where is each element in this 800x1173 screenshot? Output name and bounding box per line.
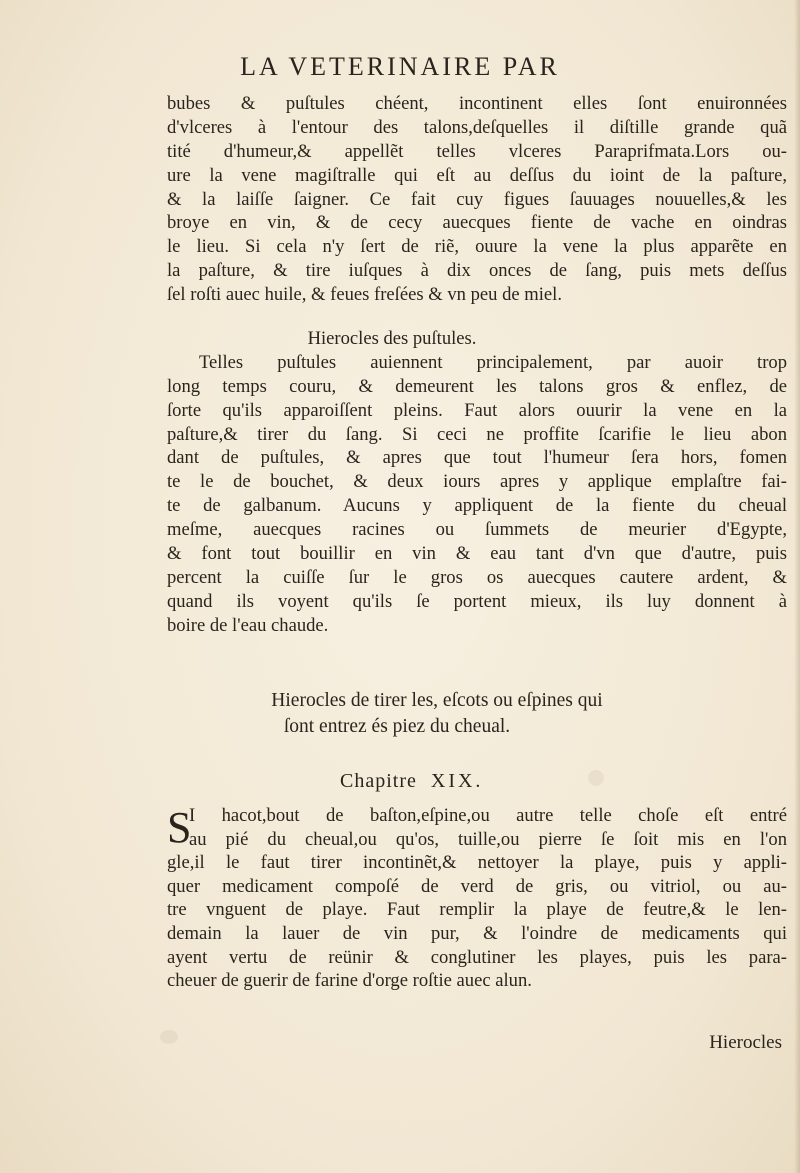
text-line: le lieu. Si cela n'y ſert de riẽ, ouure la vene la plus apparẽte en — [167, 236, 787, 258]
text-line: tre vnguent de playe. Faut remplir la playe de feutre,& le len- — [167, 899, 787, 921]
text-line: ure la vene magiſtralle qui eſt au deſſus du ioint de la paſture, — [167, 164, 787, 186]
section-title-line: Hierocles de tirer les, eſcots ou eſpines qui — [271, 690, 603, 711]
text-line: au pié du cheual,ou qu'os, tuille,ou pierre ſe ſoit mis en l'on — [189, 828, 787, 850]
drop-cap: S — [167, 803, 192, 852]
text-line: cheuer de guerir de farine d'orge roſtie auec alun. — [167, 970, 532, 992]
text-line: Telles puſtules auiennent principalement, par auoir trop — [199, 351, 787, 373]
paper-stain — [160, 1030, 178, 1044]
text-line: long temps couru, & demeurent les talons gros & enflez, de — [167, 375, 787, 397]
catchword: Hierocles — [709, 1032, 782, 1053]
text-line: percent la cuiſſe ſur le gros os auecques cautere ardent, & — [167, 566, 787, 588]
text-line: la paſture, & tire iuſques à dix onces de ſang, puis mets deſſus — [167, 260, 787, 282]
text-line: ſorte qu'ils apparoiſſent pleins. Faut alors ouurir la vene en la — [167, 399, 787, 421]
text-line: & la laiſſe ſaigner. Ce fait cuy figues ſauuages nouuelles,& les — [167, 188, 787, 210]
subheading: Hierocles des puſtules. — [307, 328, 477, 349]
text-line: bubes & puſtules chéent, incontinent elles ſont enuironnées — [167, 93, 787, 114]
text-line: gle,il le faut tirer incontinẽt,& nettoyer la playe, puis y appli- — [167, 852, 787, 874]
text-line: ſel roſti auec huile, & feues freſées & vn peu de miel. — [167, 284, 562, 306]
chapter-number: XIX. — [430, 770, 484, 792]
text-line: meſme, auecques racines ou ſummets de meurier d'Egypte, — [167, 519, 787, 541]
text-line: quer medicament compoſé de verd de gris, ou vitriol, ou au- — [167, 875, 787, 897]
paragraph-2-block — [167, 327, 787, 638]
paper-stain — [588, 770, 604, 786]
text-line: demain la lauer de vin pur, & l'oindre de medicaments qui — [167, 922, 787, 944]
text-line: I hacot,bout de baſton,eſpine,ou autre telle choſe eſt entré — [189, 805, 787, 826]
section-title-line: ſont entrez és piez du cheual. — [283, 716, 511, 737]
text-line: quand ils voyent qu'ils ſe portent mieux, ils luy donnent à — [167, 590, 787, 612]
chapter-label: Chapitre — [340, 770, 417, 792]
running-head: LA VETERINAIRE PAR — [240, 52, 560, 81]
chapter-heading — [340, 770, 483, 793]
text-line: ayent vertu de reünir & conglutiner les playes, puis les para- — [167, 946, 787, 968]
text-line: paſture,& tirer du ſang. Si ceci ne proffite ſcarifie le lieu abon — [167, 423, 787, 445]
text-line: boire de l'eau chaude. — [167, 614, 329, 636]
text-line: te le de bouchet, & deux iours apres y applique emplaſtre fai- — [167, 471, 787, 493]
text-line: broye en vin, & de cecy auecques fiente de vache en oindras — [167, 212, 787, 234]
paragraph-1 — [167, 92, 787, 307]
text-line: dant de puſtules, & apres que tout l'humeur ſera hors, fomen — [167, 447, 787, 469]
text-line: d'vlceres à l'entour des talons,deſquelles il diſtille grande quã — [167, 116, 787, 138]
paragraph-3 — [167, 804, 787, 993]
section-title — [167, 688, 707, 740]
text-line: te de galbanum. Aucuns y appliquent de la fiente du cheual — [167, 495, 787, 517]
page-edge-shadow — [794, 0, 800, 1173]
text-line: tité d'humeur,& appellẽt telles vlceres Paraprifmata.Lors ou- — [167, 140, 787, 162]
text-line: & font tout bouillir en vin & eau tant d'vn que d'autre, puis — [167, 543, 787, 565]
